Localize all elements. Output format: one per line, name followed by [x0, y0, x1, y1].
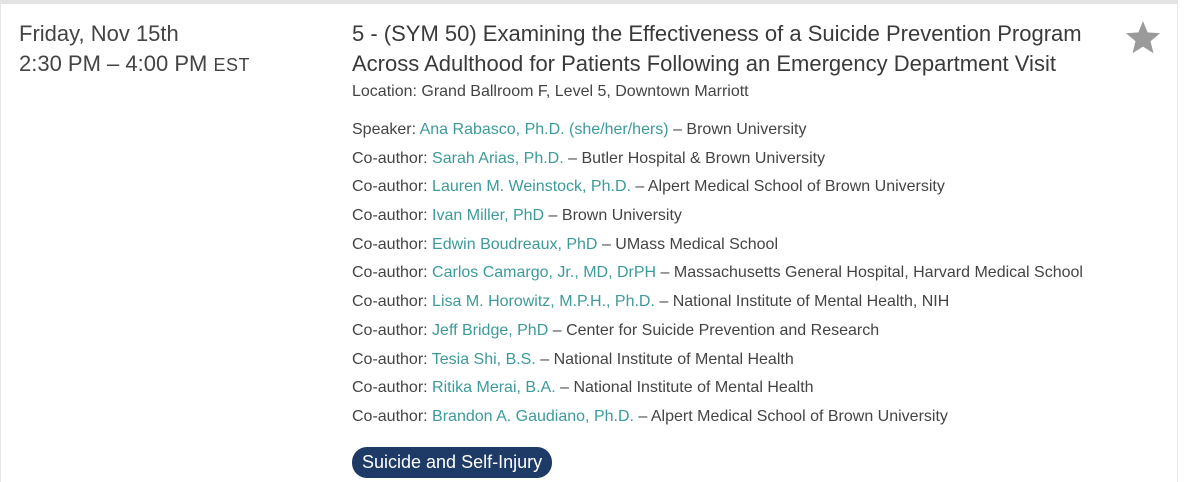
session-details	[352, 19, 1132, 478]
session-timezone: EST	[213, 55, 250, 75]
person-affiliation: – UMass Medical School	[601, 235, 779, 253]
person-affiliation: – Massachusetts General Hospital, Harvard Medical School	[660, 264, 1083, 282]
session-date: Friday, Nov 15th	[19, 21, 179, 46]
person-affiliation: – Alpert Medical School of Brown University	[638, 407, 948, 425]
person-affiliation: – National Institute of Mental Health	[540, 350, 794, 368]
person-role: Co-author:	[352, 321, 428, 339]
star-icon	[1125, 20, 1161, 54]
person-name-link[interactable]: Brandon A. Gaudiano, Ph.D.	[432, 407, 634, 425]
person-name-link[interactable]: Edwin Boudreaux, PhD	[432, 235, 598, 253]
session-location: Location: Grand Ballroom F, Level 5, Downtown Marriott	[352, 83, 749, 100]
person-row-coauthor	[352, 202, 1132, 231]
person-name-link[interactable]: Ivan Miller, PhD	[432, 207, 545, 225]
person-affiliation: – Alpert Medical School of Brown University	[635, 178, 945, 196]
schedule-column	[19, 19, 339, 80]
session-time: 2:30 PM – 4:00 PM	[19, 51, 208, 76]
people-list	[352, 116, 1132, 432]
person-role: Co-author:	[352, 264, 428, 282]
session-time-row	[19, 49, 339, 80]
person-role: Co-author:	[352, 350, 428, 368]
person-row-coauthor	[352, 346, 1132, 375]
person-name-link[interactable]: Jeff Bridge, PhD	[432, 321, 549, 339]
person-name-link[interactable]: Ritika Merai, B.A.	[432, 379, 556, 397]
person-affiliation: – Brown University	[673, 121, 807, 138]
person-row-coauthor	[352, 259, 1132, 288]
person-role: Co-author:	[352, 293, 428, 311]
person-role: Co-author:	[352, 178, 428, 196]
topic-tag[interactable]: Suicide and Self-Injury	[352, 447, 552, 478]
person-name-link[interactable]: Lisa M. Horowitz, M.P.H., Ph.D.	[432, 293, 655, 311]
person-name-link[interactable]: Carlos Camargo, Jr., MD, DrPH	[432, 264, 657, 282]
person-row-coauthor	[352, 288, 1132, 317]
person-row-speaker	[352, 116, 1132, 145]
person-affiliation: – Butler Hospital & Brown University	[568, 149, 826, 167]
person-role: Co-author:	[352, 407, 428, 425]
person-name-link[interactable]: Sarah Arias, Ph.D.	[432, 149, 564, 167]
person-affiliation: – Center for Suicide Prevention and Research	[552, 321, 880, 339]
page-edge	[1178, 0, 1200, 482]
person-role: Co-author:	[352, 149, 428, 167]
session-title: 5 - (SYM 50) Examining the Effectiveness of a Suicide Prevention Program Across Adulthood for Patients Following an Emergency Department Visit	[352, 21, 1082, 76]
person-row-coauthor	[352, 374, 1132, 403]
person-name-link[interactable]: Lauren M. Weinstock, Ph.D.	[432, 178, 631, 196]
person-row-coauthor	[352, 173, 1132, 202]
person-role: Co-author:	[352, 379, 428, 397]
person-role: Co-author:	[352, 207, 428, 225]
person-row-coauthor	[352, 403, 1132, 432]
person-name-link[interactable]: Tesia Shi, B.S.	[431, 350, 536, 368]
person-affiliation: – Brown University	[548, 207, 682, 225]
person-row-coauthor	[352, 317, 1132, 346]
person-role: Co-author:	[352, 235, 428, 253]
person-name-link[interactable]: Ana Rabasco, Ph.D. (she/her/hers)	[419, 121, 669, 138]
person-row-coauthor	[352, 145, 1132, 174]
person-row-coauthor	[352, 231, 1132, 260]
favorite-button[interactable]	[1125, 20, 1161, 54]
person-affiliation: – National Institute of Mental Health	[560, 379, 814, 397]
person-role: Speaker:	[352, 121, 417, 138]
person-affiliation: – National Institute of Mental Health, NIH	[659, 293, 950, 311]
